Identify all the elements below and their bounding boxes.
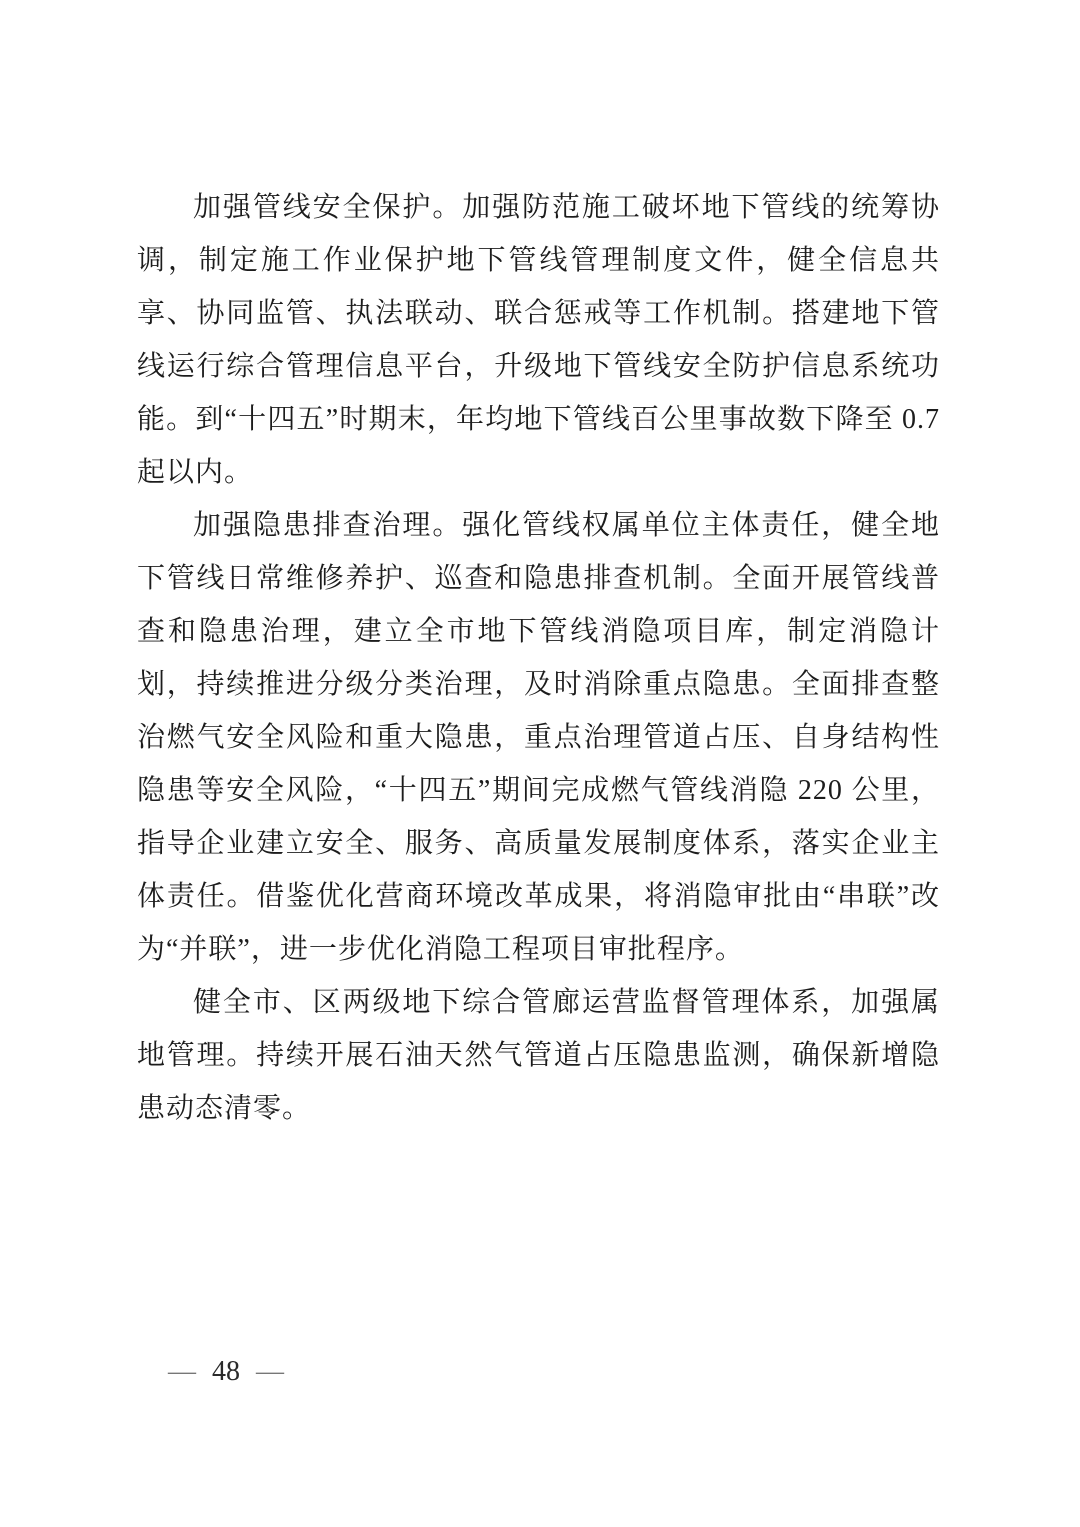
paragraph-utility-tunnel-supervision: 健全市、区两级地下综合管廊运营监督管理体系，加强属地管理。持续开展石油天然气管道占压隐患监测，确保新增隐患动态清零。 xyxy=(137,987,940,1124)
footer-right-dash: — xyxy=(256,1356,284,1387)
page-footer xyxy=(168,1352,284,1392)
paragraph-pipeline-safety-protection: 加强管线安全保护。加强防范施工破坏地下管线的统筹协调，制定施工作业保护地下管线管理制度文件，健全信息共享、协同监管、执法联动、联合惩戒等工作机制。搭建地下管线运行综合管理信息平台，升级地下管线安全防护信息系统功能。到“十四五”时期末，年均地下管线百公里事故数下降至 0.7 起以内。 xyxy=(137,192,940,488)
document-body xyxy=(137,181,940,1135)
paragraph-hazard-investigation: 加强隐患排查治理。强化管线权属单位主体责任，健全地下管线日常维修养护、巡查和隐患排查机制。全面开展管线普查和隐患治理，建立全市地下管线消隐项目库，制定消隐计划，持续推进分级分类治理，及时消除重点隐患。全面排查整治燃气安全风险和重大隐患，重点治理管道占压、自身结构性隐患等安全风险，“十四五”期间完成燃气管线消隐 220 公里，指导企业建立安全、服务、高质量发展制度体系，落实企业主体责任。借鉴优化营商环境改革成果，将消隐审批由“串联”改为“并联”，进一步优化消隐工程项目审批程序。 xyxy=(137,510,940,965)
footer-left-dash: — xyxy=(168,1356,196,1387)
page-number: 48 xyxy=(212,1356,240,1387)
